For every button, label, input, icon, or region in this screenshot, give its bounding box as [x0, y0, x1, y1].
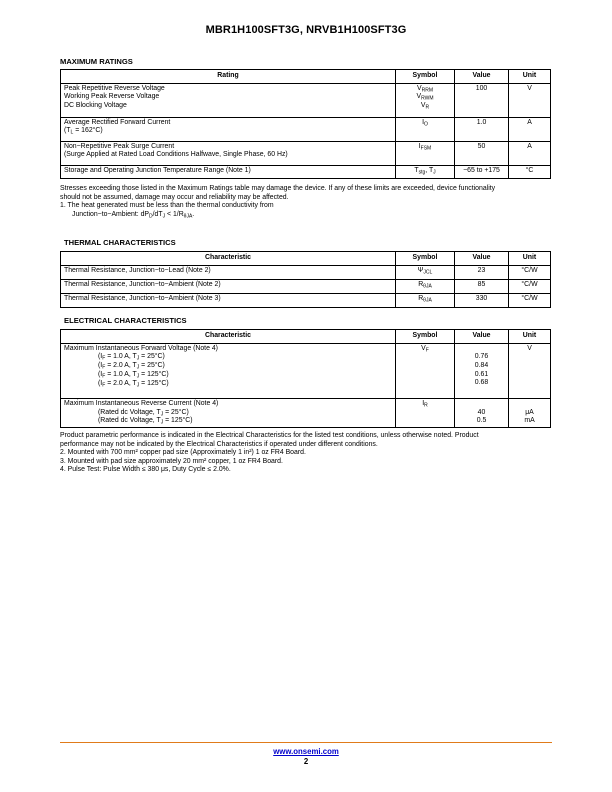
- note-line: performance may not be indicated by the Electrical Characteristics if operated under different conditions.: [60, 440, 378, 448]
- note-line: 1. The heat generated must be less than the thermal conductivity from: [60, 202, 274, 210]
- note-line: 3. Mounted with pad size approximately 20 mm² copper, 1 oz FR4 Board.: [60, 457, 283, 465]
- max-ratings-title: MAXIMUM RATINGS: [60, 57, 133, 66]
- thermal-table: [60, 251, 551, 308]
- symbol-cell: $V_{RRM}$: [417, 84, 433, 94]
- column-header: Unit: [509, 252, 551, 266]
- table-row: [61, 343, 551, 398]
- characteristic-cell: Thermal Resistance, Junction−to−Ambient (Note 3): [61, 293, 396, 307]
- characteristic-cell: Thermal Resistance, Junction−to−Ambient (Note 2): [61, 279, 396, 293]
- characteristic-cell: Maximum Instantaneous Forward Voltage (Note 4): [64, 344, 218, 352]
- rating-cell: Average Rectified Forward Current: [64, 118, 171, 126]
- value-cell: 0.68: [474, 379, 489, 387]
- value-cell: [458, 345, 505, 354]
- value-cell: 50: [455, 141, 509, 165]
- column-header: Symbol: [396, 330, 455, 344]
- symbol-cell: $V_{RWM}$: [416, 93, 434, 102]
- note-line: 4. Pulse Test: Pulse Width ≤ 380 μs, Duty Cycle ≤ 2.0%.: [60, 466, 231, 474]
- unit-cell: °C/W: [509, 279, 551, 293]
- value-cell: 0.61: [474, 370, 489, 378]
- value-cell: 0.84: [474, 361, 489, 369]
- note-line: 2. Mounted with 700 mm² copper pad size (Approximately 1 in²) 1 oz FR4 Board.: [60, 449, 306, 457]
- symbol-cell: $I_{FSM}$: [418, 142, 432, 152]
- table-row: [61, 265, 551, 279]
- unit-cell: °C/W: [509, 265, 551, 279]
- max-ratings-notes: [60, 185, 555, 219]
- rating-cell: Storage and Operating Junction Temperature Range (Note 1): [61, 165, 396, 178]
- note-line: should not be assumed, damage may occur and reliability may be affected.: [60, 193, 289, 201]
- unit-cell: mA: [524, 417, 535, 425]
- value-cell: 100: [455, 83, 509, 117]
- symbol-cell: $V_R$: [420, 102, 430, 111]
- column-header: Unit: [509, 330, 551, 344]
- unit-cell: μA: [525, 408, 534, 416]
- condition-line: ($I_F = 2.0$ A, $T_J = 125^\circ C$): [98, 379, 169, 388]
- value-cell: 1.0: [455, 117, 509, 141]
- table-row: [61, 141, 551, 165]
- symbol-cell: $R_{\theta JA}$: [396, 293, 455, 307]
- rating-cell: $(T_L = 162^\circ C)$: [64, 127, 103, 136]
- value-cell: 85: [455, 279, 509, 293]
- rating-cell: (Surge Applied at Rated Load Conditions Halfwave, Single Phase, 60 Hz): [64, 151, 288, 159]
- characteristic-cell: Maximum Instantaneous Reverse Current (Note 4): [64, 399, 219, 407]
- unit-cell: V: [509, 83, 551, 117]
- column-header: Value: [455, 70, 509, 84]
- column-header: Value: [455, 252, 509, 266]
- condition-line: ($I_F = 2.0$ A, $T_J = 25^\circ C$): [98, 362, 165, 371]
- column-header: Symbol: [396, 252, 455, 266]
- symbol-cell: $T_{stg}$, $T_J$: [414, 166, 436, 176]
- value-cell: −65 to +175: [455, 165, 509, 178]
- unit-cell: °C/W: [509, 293, 551, 307]
- value-cell: 40: [477, 408, 486, 416]
- unit-cell: V: [527, 344, 532, 352]
- electrical-table: [60, 329, 551, 428]
- rating-cell: Non−Repetitive Peak Surge Current: [64, 142, 175, 150]
- electrical-notes: [60, 432, 555, 475]
- rating-cell: Working Peak Reverse Voltage: [64, 93, 160, 101]
- symbol-cell: $I_O$: [422, 118, 428, 128]
- column-header: Rating: [61, 70, 396, 84]
- value-cell: 23: [455, 265, 509, 279]
- max-ratings-table: [60, 69, 551, 179]
- table-row: [61, 83, 551, 117]
- column-header: Characteristic: [61, 330, 396, 344]
- electrical-title: ELECTRICAL CHARACTERISTICS: [64, 316, 187, 325]
- page-header-title: MBR1H100SFT3G, NRVB1H100SFT3G: [205, 24, 407, 36]
- note-line: Product parametric performance is indicated in the Electrical Characteristics for the listed test conditions, unless otherwise noted. Product: [60, 432, 479, 439]
- unit-cell: A: [509, 141, 551, 165]
- value-cell: 0.76: [474, 353, 489, 361]
- column-header: Symbol: [396, 70, 455, 84]
- footer-rule: [60, 742, 552, 743]
- value-cell: [458, 400, 505, 409]
- characteristic-cell: Thermal Resistance, Junction−to−Lead (Note 2): [61, 265, 396, 279]
- rating-cell: Peak Repetitive Reverse Voltage: [64, 84, 165, 92]
- symbol-cell: $R_{\theta JA}$: [396, 279, 455, 293]
- table-row: [61, 279, 551, 293]
- column-header: Characteristic: [61, 252, 396, 266]
- column-header: Unit: [509, 70, 551, 84]
- unit-cell: [512, 400, 547, 409]
- condition-line: (Rated dc Voltage, $T_J = 125^\circ C$): [98, 417, 193, 426]
- symbol-cell: $I_R$: [422, 399, 428, 409]
- table-row: [61, 293, 551, 307]
- value-cell: 330: [455, 293, 509, 307]
- thermal-title: THERMAL CHARACTERISTICS: [64, 238, 176, 247]
- note-line: Junction−to−Ambient: $dP_D/dT_J < 1/R_{\theta JA}$.: [72, 210, 195, 220]
- table-row: [61, 117, 551, 141]
- rating-cell: DC Blocking Voltage: [64, 101, 127, 109]
- unit-cell: °C: [509, 165, 551, 178]
- condition-line: (Rated dc Voltage, $T_J = 25^\circ C$): [98, 408, 189, 417]
- condition-line: ($I_F = 1.0$ A, $T_J = 25^\circ C$): [98, 353, 165, 362]
- table-row: [61, 398, 551, 427]
- symbol-cell: $V_F$: [421, 344, 429, 354]
- symbol-cell: $\Psi_{JCL}$: [396, 265, 455, 279]
- condition-line: ($I_F = 1.0$ A, $T_J = 125^\circ C$): [98, 370, 169, 380]
- note-line: Stresses exceeding those listed in the Maximum Ratings table may damage the device. If any of these limits are exceeded, device functionality: [60, 185, 496, 192]
- value-cell: 0.5: [476, 417, 487, 425]
- unit-cell: A: [509, 117, 551, 141]
- page-number: 2: [303, 757, 309, 766]
- footer-website-link[interactable]: www.onsemi.com: [273, 747, 339, 756]
- table-row: [61, 165, 551, 178]
- column-header: Value: [455, 330, 509, 344]
